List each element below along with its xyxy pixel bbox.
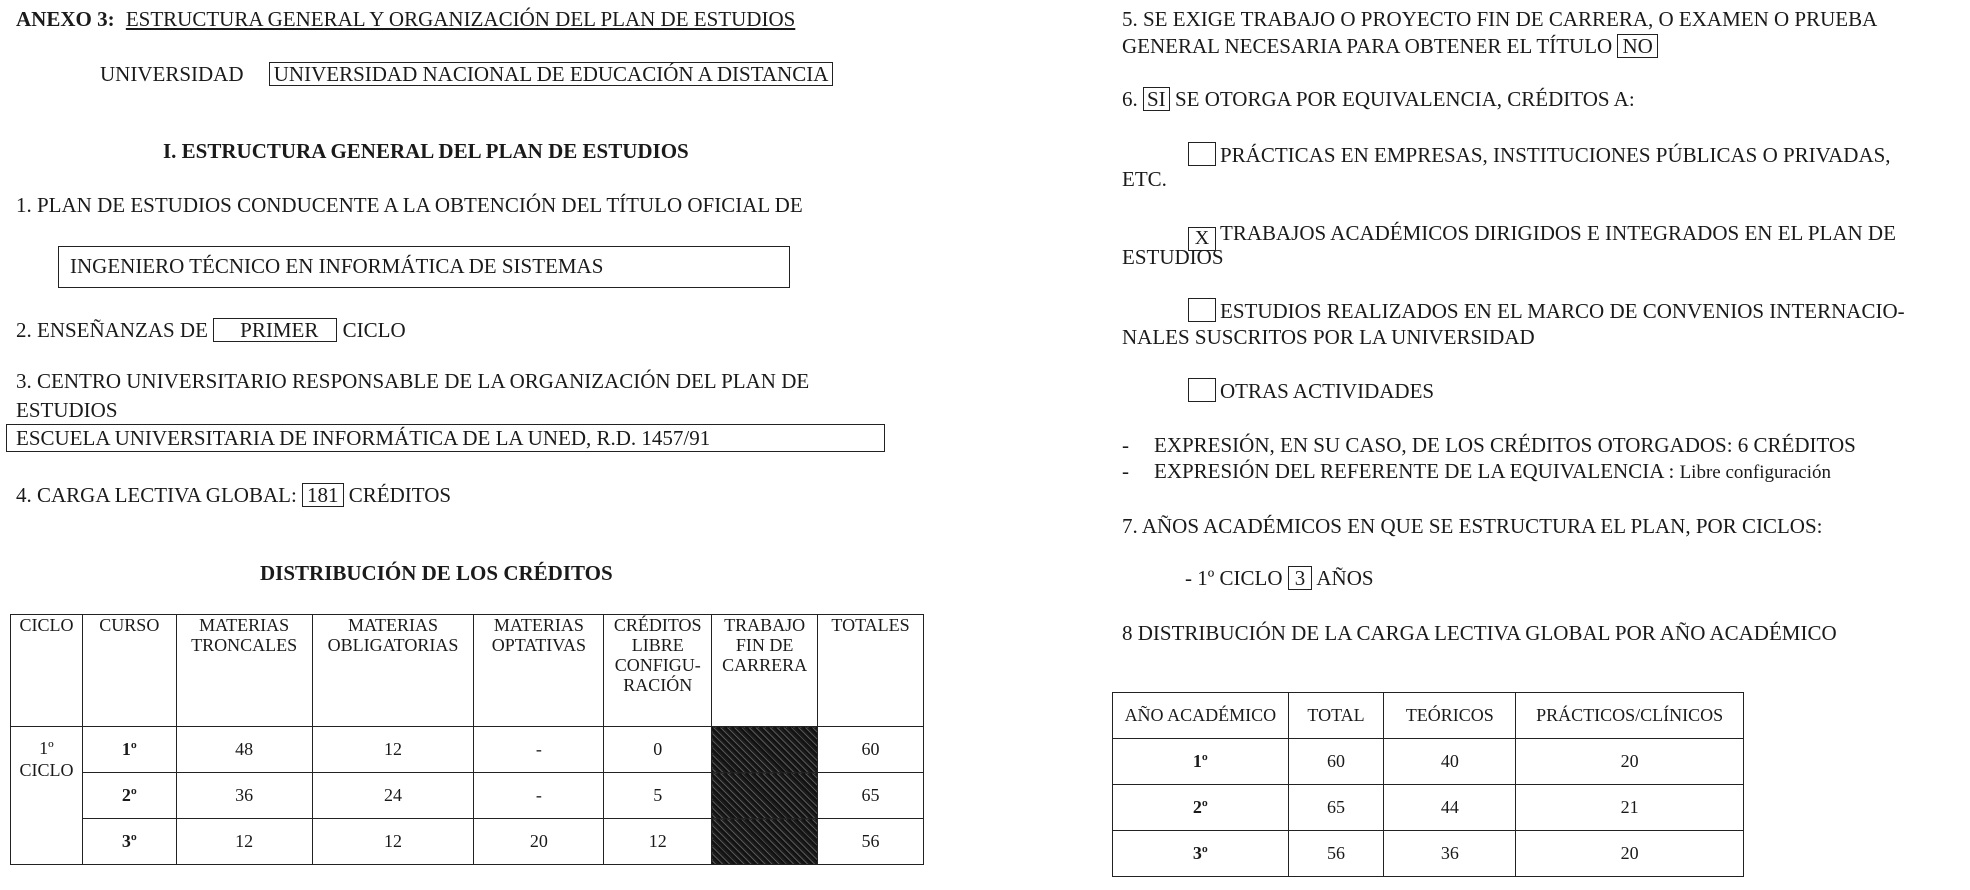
item-5-line2 <box>1122 33 1658 59</box>
option-estudios-line2: NALES SUSCRITOS POR LA UNIVERSIDAD <box>1122 325 1535 349</box>
trabajos-checkbox: X <box>1188 227 1216 251</box>
distribution-title: DISTRIBUCIÓN DE LOS CRÉDITOS <box>260 561 613 585</box>
item-6-number: 6. <box>1122 87 1138 111</box>
item-7: 7. AÑOS ACADÉMICOS EN QUE SE ESTRUCTURA EL PLAN, POR CICLOS: <box>1122 514 1823 538</box>
ciclo-cell: 1º CICLO <box>11 727 83 865</box>
item-2-suffix: CICLO <box>342 318 406 342</box>
credits-table-header <box>11 615 924 727</box>
option-otras <box>1188 378 1434 404</box>
total-cell: 60 <box>1288 739 1384 785</box>
table-row <box>1113 785 1744 831</box>
table-row <box>11 773 924 819</box>
obligatorias-cell: 24 <box>312 773 474 819</box>
header-curso: CURSO <box>82 615 176 727</box>
table-row <box>11 819 924 865</box>
item-2-label: 2. ENSEÑANZAS DE <box>16 318 208 342</box>
total-cell: 56 <box>1288 831 1384 877</box>
header-obligatorias: MATERIAS OBLIGATORIAS <box>312 615 474 727</box>
credits-table <box>10 614 924 865</box>
obligatorias-cell: 12 <box>312 819 474 865</box>
libre-cell: 0 <box>604 727 712 773</box>
item-4 <box>16 482 451 508</box>
curso-cell: 2º <box>82 773 176 819</box>
teoricos-cell: 40 <box>1384 739 1516 785</box>
item-6-text: SE OTORGA POR EQUIVALENCIA, CRÉDITOS A: <box>1174 87 1635 111</box>
bullet-reference: - EXPRESIÓN DEL REFERENTE DE LA EQUIVALENCIA : Libre configuración <box>1122 459 1831 483</box>
troncales-cell: 48 <box>176 727 312 773</box>
header-libre-configuracion: CRÉDITOS LIBRE CONFIGU- RACIÓN <box>604 615 712 727</box>
practicos-cell: 21 <box>1516 785 1744 831</box>
item-6 <box>1122 86 1635 112</box>
header-ciclo: CICLO <box>11 615 83 727</box>
header-total: TOTAL <box>1288 693 1384 739</box>
annex-heading: ANEXO 3: ESTRUCTURA GENERAL Y ORGANIZACIÓN DEL PLAN DE ESTUDIOS <box>16 7 796 31</box>
teoricos-cell: 36 <box>1384 831 1516 877</box>
option-trabajos-line2: ESTUDIOS <box>1122 245 1224 269</box>
university-name: UNIVERSIDAD NACIONAL DE EDUCACIÓN A DISTANCIA <box>269 62 834 86</box>
item-4-suffix: CRÉDITOS <box>348 483 452 507</box>
optativas-cell: - <box>474 727 604 773</box>
item-1: 1. PLAN DE ESTUDIOS CONDUCENTE A LA OBTENCIÓN DEL TÍTULO OFICIAL DE <box>16 193 803 217</box>
table-row <box>1113 831 1744 877</box>
header-troncales: MATERIAS TRONCALES <box>176 615 312 727</box>
trabajos-label: TRABAJOS ACADÉMICOS DIRIGIDOS E INTEGRADOS EN EL PLAN DE <box>1220 221 1896 245</box>
total-cell: 65 <box>1288 785 1384 831</box>
totales-cell: 65 <box>818 773 924 819</box>
curso-cell: 1º <box>82 727 176 773</box>
equivalence-value: SI <box>1143 87 1170 111</box>
option-trabajos <box>1188 220 1896 251</box>
university-line <box>100 61 833 87</box>
curso-cell: 3º <box>82 819 176 865</box>
header-anio: AÑO ACADÉMICO <box>1113 693 1289 739</box>
redacted-cell <box>712 727 818 773</box>
item-5-text: GENERAL NECESARIA PARA OBTENER EL TÍTULO <box>1122 34 1613 58</box>
libre-cell: 5 <box>604 773 712 819</box>
cycle-value: PRIMER <box>213 318 337 342</box>
header-trabajo-fin: TRABAJO FIN DE CARRERA <box>712 615 818 727</box>
header-practicos: PRÁCTICOS/CLÍNICOS <box>1516 693 1744 739</box>
anio-cell: 1º <box>1113 739 1289 785</box>
practicas-label: PRÁCTICAS EN EMPRESAS, INSTITUCIONES PÚBLICAS O PRIVADAS, <box>1220 143 1891 167</box>
bullet-reference-text: EXPRESIÓN DEL REFERENTE DE LA EQUIVALENCIA : <box>1154 459 1675 483</box>
optativas-cell: - <box>474 773 604 819</box>
bullet-credits-text: EXPRESIÓN, EN SU CASO, DE LOS CRÉDITOS OTORGADOS: 6 CRÉDITOS <box>1154 433 1856 457</box>
annex-title: ESTRUCTURA GENERAL Y ORGANIZACIÓN DEL PLAN DE ESTUDIOS <box>125 7 796 31</box>
practicos-cell: 20 <box>1516 831 1744 877</box>
practicos-cell: 20 <box>1516 739 1744 785</box>
header-totales: TOTALES <box>818 615 924 727</box>
item-7-cycle <box>1185 565 1374 591</box>
years-value: 3 <box>1288 566 1313 590</box>
item-8: 8 DISTRIBUCIÓN DE LA CARGA LECTIVA GLOBAL POR AÑO ACADÉMICO <box>1122 621 1837 645</box>
degree-text: INGENIERO TÉCNICO EN INFORMÁTICA DE SISTEMAS <box>70 254 604 278</box>
item-2 <box>16 317 406 343</box>
option-estudios <box>1188 298 1905 324</box>
annex-label: ANEXO 3 <box>16 7 108 31</box>
bullet-reference-value: Libre configuración <box>1679 462 1831 483</box>
anio-cell: 2º <box>1113 785 1289 831</box>
teoricos-cell: 44 <box>1384 785 1516 831</box>
redacted-cell <box>712 819 818 865</box>
university-label: UNIVERSIDAD <box>100 62 244 86</box>
optativas-cell: 20 <box>474 819 604 865</box>
final-project-value: NO <box>1617 34 1657 58</box>
item-4-label: 4. CARGA LECTIVA GLOBAL: <box>16 483 297 507</box>
option-practicas-line2: ETC. <box>1122 167 1167 191</box>
item-3-line1: 3. CENTRO UNIVERSITARIO RESPONSABLE DE LA ORGANIZACIÓN DEL PLAN DE <box>16 369 810 393</box>
otras-checkbox <box>1188 378 1216 402</box>
otras-label: OTRAS ACTIVIDADES <box>1220 379 1435 403</box>
header-teoricos: TEÓRICOS <box>1384 693 1516 739</box>
item-3-line2: ESTUDIOS <box>16 398 118 422</box>
years-suffix: AÑOS <box>1316 566 1374 590</box>
bullet-credits: - EXPRESIÓN, EN SU CASO, DE LOS CRÉDITOS OTORGADOS: 6 CRÉDITOS <box>1122 433 1856 457</box>
header-optativas: MATERIAS OPTATIVAS <box>474 615 604 727</box>
table-row <box>11 727 924 773</box>
totales-cell: 56 <box>818 819 924 865</box>
workload-table-header <box>1113 693 1744 739</box>
option-practicas <box>1188 142 1891 168</box>
obligatorias-cell: 12 <box>312 727 474 773</box>
workload-table <box>1112 692 1744 877</box>
practicas-checkbox <box>1188 142 1216 166</box>
cycle-label: - 1º CICLO <box>1185 566 1283 590</box>
estudios-checkbox <box>1188 298 1216 322</box>
troncales-cell: 12 <box>176 819 312 865</box>
item-5-line1: 5. SE EXIGE TRABAJO O PROYECTO FIN DE CARRERA, O EXAMEN O PRUEBA <box>1122 7 1878 31</box>
anio-cell: 3º <box>1113 831 1289 877</box>
table-row <box>1113 739 1744 785</box>
redacted-cell <box>712 773 818 819</box>
totales-cell: 60 <box>818 727 924 773</box>
section-title: I. ESTRUCTURA GENERAL DEL PLAN DE ESTUDIOS <box>163 139 689 163</box>
troncales-cell: 36 <box>176 773 312 819</box>
libre-cell: 12 <box>604 819 712 865</box>
estudios-label: ESTUDIOS REALIZADOS EN EL MARCO DE CONVENIOS INTERNACIO- <box>1220 299 1905 323</box>
credits-value: 181 <box>302 483 344 507</box>
center-text: ESCUELA UNIVERSITARIA DE INFORMÁTICA DE LA UNED, R.D. 1457/91 <box>16 426 711 450</box>
